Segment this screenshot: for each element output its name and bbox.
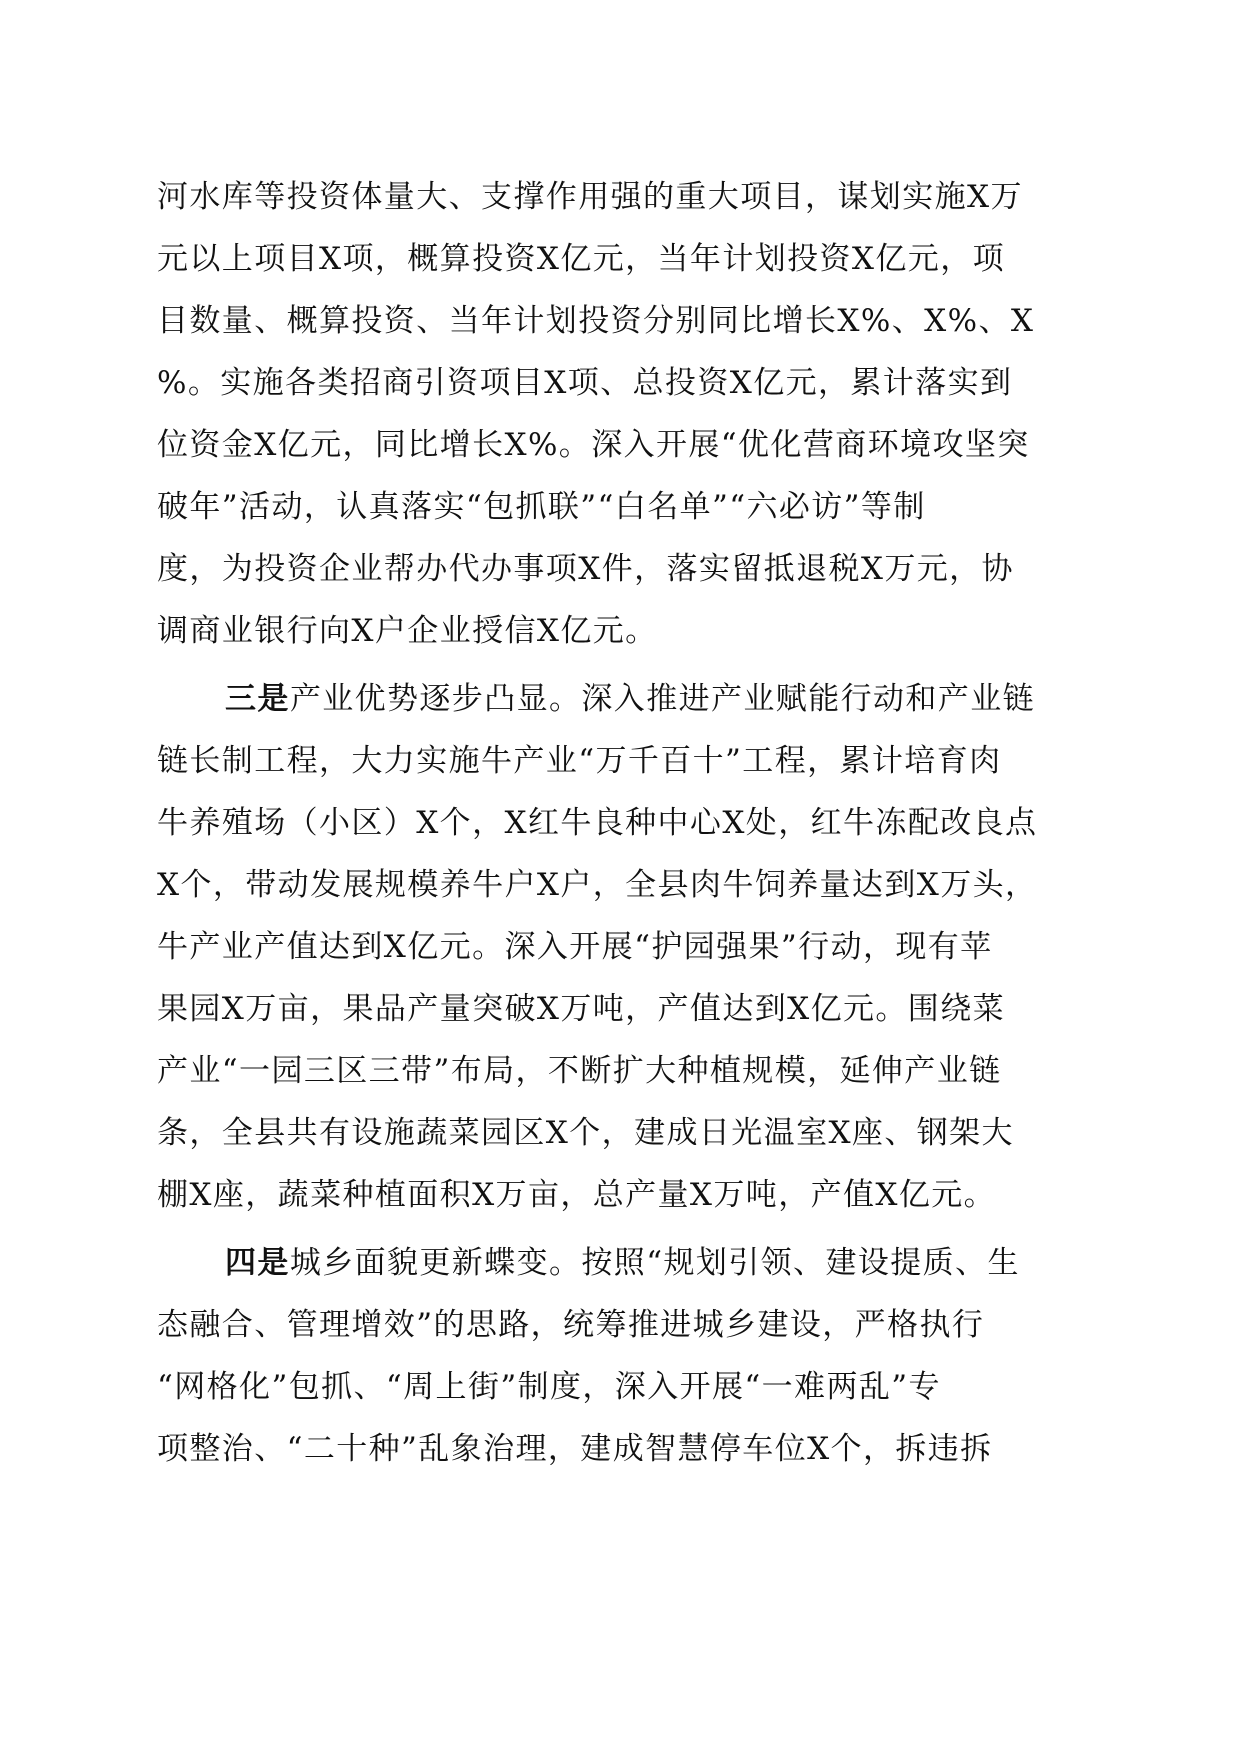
text-line: 态融合、管理增效”的思路，统筹推进城乡建设，严格执行 bbox=[157, 1307, 985, 1343]
text-line: 位资金X亿元，同比增长X%。深入开展“优化营商环境攻坚突 bbox=[157, 427, 1030, 463]
paragraph-first-line bbox=[157, 668, 1083, 730]
paragraph-industry bbox=[157, 668, 1083, 1226]
text-line: “网格化”包抓、“周上街”制度，深入开展“一难两乱”专 bbox=[157, 1369, 941, 1405]
text-line: 牛养殖场（小区）X个，X红牛良种中心X处，红牛冻配改良点 bbox=[157, 805, 1038, 841]
paragraph-first-line bbox=[157, 1232, 1083, 1294]
text-line: 元以上项目X项，概算投资X亿元，当年计划投资X亿元，项 bbox=[157, 241, 1006, 277]
text-line: 链长制工程，大力实施牛产业“万千百十”工程，累计培育肉 bbox=[157, 743, 1002, 779]
text-line: 项整治、“二十种”乱象治理，建成智慧停车位X个，拆违拆 bbox=[157, 1431, 993, 1467]
text-line: 调商业银行向X户企业授信X亿元。 bbox=[157, 613, 658, 649]
text-line: 棚X座，蔬菜种植面积X万亩，总产量X万吨，产值X亿元。 bbox=[157, 1177, 997, 1213]
paragraph-investment bbox=[157, 166, 1083, 662]
paragraph-lead: 三是 bbox=[225, 681, 290, 717]
document-body bbox=[157, 166, 1083, 1480]
text-line: 条，全县共有设施蔬菜园区X个，建成日光温室X座、钢架大 bbox=[157, 1115, 1014, 1151]
text-line: 度，为投资企业帮办代办事项X件，落实留抵退税X万元，协 bbox=[157, 551, 1014, 587]
text-line: 牛产业产值达到X亿元。深入开展“护园强果”行动，现有苹 bbox=[157, 929, 993, 965]
paragraph-lead: 四是 bbox=[225, 1245, 290, 1281]
paragraph-urban-rural bbox=[157, 1232, 1083, 1480]
paragraph-first-line-text: 产业优势逐步凸显。深入推进产业赋能行动和产业链 bbox=[289, 681, 1036, 717]
text-line: 目数量、概算投资、当年计划投资分别同比增长X%、X%、X bbox=[157, 303, 1035, 339]
text-line: 产业“一园三区三带”布局，不断扩大种植规模，延伸产业链 bbox=[157, 1053, 1002, 1089]
text-line: 河水库等投资体量大、支撑作用强的重大项目，谋划实施X万 bbox=[157, 179, 1023, 215]
text-line: 破年”活动，认真落实“包抓联”“白名单”“六必访”等制 bbox=[157, 489, 926, 525]
text-line: %。实施各类招商引资项目X项、总投资X亿元，累计落实到 bbox=[157, 365, 1013, 401]
text-line: X个，带动发展规模养牛户X户，全县肉牛饲养量达到X万头， bbox=[157, 867, 1038, 903]
text-line: 果园X万亩，果品产量突破X万吨，产值达到X亿元。围绕菜 bbox=[157, 991, 1006, 1027]
paragraph-first-line-text: 城乡面貌更新蝶变。按照“规划引领、建设提质、生 bbox=[289, 1245, 1020, 1281]
